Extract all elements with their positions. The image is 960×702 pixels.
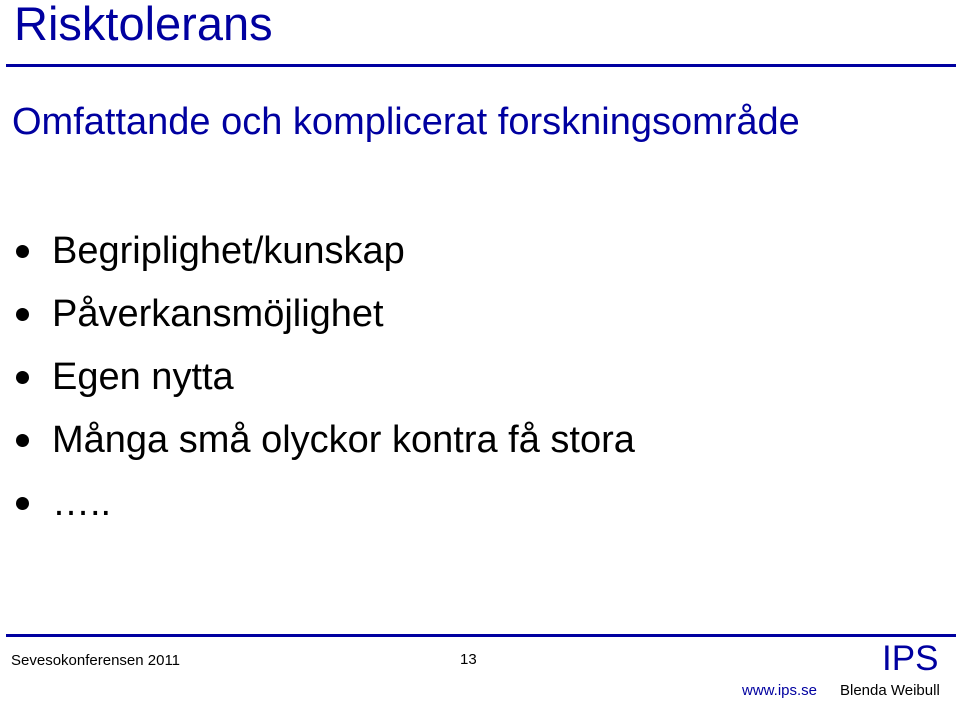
- footer-divider: [6, 634, 956, 637]
- bullet-text: Många små olyckor kontra få stora: [52, 419, 635, 461]
- bullet-text: …..: [52, 482, 112, 524]
- ips-logo: IPS: [882, 639, 939, 678]
- bullet-dot-icon: [16, 371, 29, 384]
- bullet-dot-icon: [16, 245, 29, 258]
- bullet-dot-icon: [16, 434, 29, 447]
- footer-url-link[interactable]: www.ips.se: [742, 682, 818, 699]
- bullet-dot-icon: [16, 497, 29, 510]
- bullet-dot-icon: [16, 308, 29, 321]
- bullet-text: Påverkansmöjlighet: [52, 293, 384, 335]
- bullet-text: Egen nytta: [52, 356, 234, 398]
- footer-author: Blenda Weibull: [840, 682, 940, 699]
- bullet-text: Begriplighet/kunskap: [52, 230, 405, 272]
- footer-conference: Sevesokonferensen 2011: [11, 652, 181, 669]
- title-divider: [6, 64, 956, 67]
- slide-title: Risktolerans: [14, 0, 273, 50]
- page-number: 13: [460, 651, 477, 668]
- slide-subtitle: Omfattande och komplicerat forskningsområde: [12, 101, 800, 143]
